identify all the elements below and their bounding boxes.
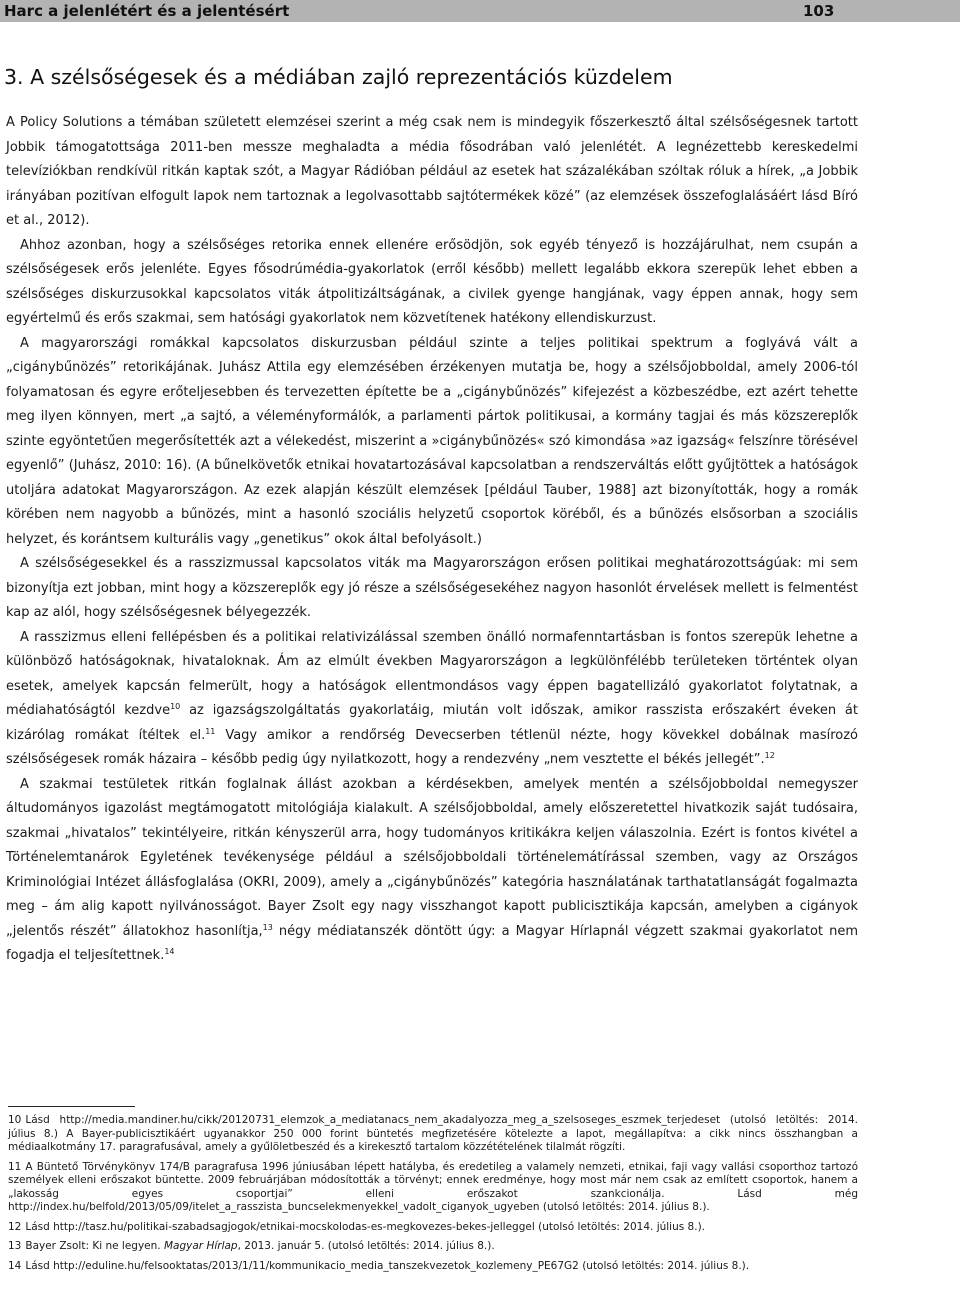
footnote-separator [8,1106,135,1107]
paragraph-5 [6,626,858,773]
footnote-text: Lásd http://tasz.hu/politikai-szabadsagjogok/etnikai-mocskolodas-es-megkovezes-bekes-jelleggel (utolsó letöltés: 2014. július 8.). [25,1220,706,1233]
footnote-ref-13[interactable]: 13 [262,922,273,932]
paragraph-text: Ahhoz azonban, hogy a szélsőséges retorika ennek ellenére erősödjön, sok egyéb tényező is hozzájárulhat, nem csupán a szélsőségesek erős jelenléte. Egyes fősodrúmédia-gyakorlatok (erről később) mellett legalább ekkora szerepük lehet ebben a szélsőséges diskurzusokkal kapcsolatos viták átpolitizáltságának, a civilek gyenge hangjának, vagy éppen annak, hogy sem egyértelmű és erős szakmai, sem hatósági gyakorlatok nem közvetítenek hatékony ellendiskurzust. [6,237,858,326]
footnote-text: Lásd http://eduline.hu/felsooktatas/2013/1/11/kommunikacio_media_tanszekvezetok_kozlemeny_PE67G2 (utolsó letöltés: 2014. július 8.). [25,1259,750,1272]
paragraph-4 [6,552,858,626]
paragraph-text: az igazságszolgáltatás gyakorlatáig, miután volt időszak, amikor rasszista erőszakért éveken át kizárólag romákat ítéltek el. [6,703,858,743]
footnote-ref-10[interactable]: 10 [170,702,181,711]
section-heading: 3. A szélsőségesek és a médiában zajló reprezentációs küzdelem [4,65,673,89]
footnote-number: 13 [8,1240,22,1252]
footnote-text-italic: Magyar Hírlap [163,1240,238,1252]
body-text [6,111,858,969]
paragraph-text: Vagy amikor a rendőrség Devecserben tétlenül nézte, hogy kövekkel dobálnak masírozó szélsőségesek romák házaira – később pedig úgy nyilatkozott, hogy a rendezvény „nem vesztette el békés jellegét”. [6,727,858,767]
paragraph-text: A magyarországi romákkal kapcsolatos diskurzusban például szinte a teljes politikai spektrum a foglyává vált a „cigánybűnözés” retorikájának. Juhász Attila egy elemzésében érzékenyen mutatja be, hogy a szélsőjobboldal, amely 2006-tól folyamatosan és egyre erőteljesebben és tervezetten építette be a „cigánybűnözés” kifejezést a közbeszédbe, ezt azért tehette meg ilyen könnyen, mert „a sajtó, a véleményformálók, a parlamenti pártok politikusai, a kormány tagjai és más közszereplők szinte egyöntetűen megerősítették azt a vélekedést, miszerint a »cigánybűnözés« szó kimondása »az igazság« felszínre törésével egyenlő” (Juhász, 2010: 16). (A bűnelkövetők etnikai hovatartozásával kapcsolatban a rendszerváltás előtt gyűjtöttek a hatóságok utoljára adatokat Magyarországon. Az ezek alapján készült elemzések [például Tauber, 1988] azt bizonyították, hogy a romák körében nem nagyobb a bűnözés, mint a hasonló szociális helyzetű csoportok köréből, és a bűnözés elsősorban a szociális helyzet, és korántsem kulturális vagy „genetikus” okok által befolyásolt.) [6,335,858,547]
page-number: 103 [803,2,835,20]
running-title: Harc a jelenlétért és a jelentésért [4,2,290,20]
paragraph-text: A szélsőségesekkel és a rasszizmussal kapcsolatos viták ma Magyarországon erősen politikai meghatározottságúak: mi sem bizonyítja ezt jobban, mint hogy a közszereplők egy jó része a szélsőségesekéhez nagyon hasonlót érvelések mellett is felmentést kap az alól, hogy szélsőségesnek bélyegezzék. [6,556,858,620]
footnotes [8,1114,858,1279]
footnote-10 [8,1114,858,1155]
footnote-text: Bayer Zsolt: Ki ne legyen. [25,1240,164,1252]
footnote-ref-11[interactable]: 11 [205,726,216,736]
footnote-12 [8,1221,858,1235]
footnote-text: Lásd http://media.mandiner.hu/cikk/20120731_elemzok_a_mediatanacs_nem_akadalyozza_meg_a_szelsoseges_eszmek_terjedeset (utolsó letöltés: 2014. július 8.) A Bayer-publicisztikáért ugyanakkor 250 000 forint büntetés megfizetésére kötelezte a lapot, megállapítva: a cikk nincs összhangban a médiaalkotmány 17. paragrafusával, amely a gyűlöletbeszéd és a kirekesztő tartalom közzétételének tilalmát rögzíti. [8,1114,858,1153]
paragraph-text: A szakmai testületek ritkán foglalnak állást azokban a kérdésekben, amelyek mentén a szélsőjobboldal nemegyszer áltudományos igazolást megtámogatott mitológiája kialakult. A szélsőjobboldal, amely előszeretettel hivatkozik saját tudósaira, szakmai „hivatalos” tekintélyeire, ritkán kényszerül arra, hogy tudományos kritikákra keljen válaszolnia. Ezért is fontos kivétel a Történelemtanárok Egyletének tevékenysége például a szélsőjobboldali történelemátírással szemben, vagy az Országos Kriminológiai Intézet állásfoglalása (OKRI, 2009), amely a „cigánybűnözés” kategória használatának tarthatatlanságát fogalmazta meg – ám alig kapott nyilvánosságot. Bayer Zsolt egy nagy visszhangot kapott publicisztikája kapcsán, amelyben a cigányok „jelentős részét” állatokhoz hasonlítja, [6,776,858,939]
running-header [0,0,960,22]
paragraph-1 [6,111,858,234]
footnote-number: 11 [8,1160,22,1173]
paragraph-6 [6,773,858,969]
paragraph-text: A Policy Solutions a témában született elemzései szerint a még csak nem is mindegyik főszerkesztő által szélsőségesnek tartott Jobbik támogatottsága 2011-ben messze meghaladta a média fősodrában való jelenlétét. A legnézettebb kereskedelmi televíziókban rendkívül ritkán kaptak szót, a Magyar Rádióban például az esetek hat százalékában szóltak róluk a hírek, „a Jobbik irányában pozitívan elfogult lapok nem tartoznak a legolvasottabb sajtótermékek közé” (az elemzések összefoglalásáért lásd Bíró et al., 2012). [6,115,858,228]
footnote-number: 14 [8,1259,22,1272]
paragraph-3 [6,332,858,553]
footnote-14 [8,1260,858,1274]
footnote-ref-12[interactable]: 12 [764,751,775,760]
paragraph-2 [6,234,858,332]
paragraph-text: A rasszizmus elleni fellépésben és a politikai relativizálással szemben önálló normafenntartásban is fontos szerepük lehetne a különböző hatóságoknak, hivataloknak. Ám az elmúlt években Magyarországon a legkülönfélébb területeken történtek olyan esetek, amelyek kapcsán felmerült, hogy a hatóságok ellentmondásos vagy éppen bagatellizáló gyakorlatot folytatnak, a médiahatóságtól kezdve [6,629,858,718]
footnote-text: A Büntető Törvénykönyv 174/B paragrafusa 1996 júniusában lépett hatályba, és eredetileg a valamely nemzeti, etnikai, faji vagy vallási csoporthoz tartozó személyek elleni erőszakot büntette. 2009 februárjában módosították a törvényt; ennek eredménye, hogy most már nem csak az említett csoportok, hanem a „lakosság egyes csoportjai” elleni erőszakot szankcionálja. Lásd még http://index.hu/belfold/2013/05/09/itelet_a_rasszista_buncselekmenyekkel_vadolt_ciganyok_ugyeben (utolsó letöltés: 2014. július 8.). [8,1160,858,1213]
footnote-number: 10 [8,1114,22,1126]
footnote-11 [8,1161,858,1215]
footnote-ref-14[interactable]: 14 [164,947,175,956]
paragraph-text: négy médiatanszék döntött úgy: a Magyar Hírlapnál végzett szakmai gyakorlatot nem fogadja el teljesítettnek. [6,923,859,963]
footnote-text: , 2013. január 5. (utolsó letöltés: 2014. július 8.). [237,1240,495,1252]
footnote-13 [8,1240,858,1254]
footnote-number: 12 [8,1220,22,1233]
